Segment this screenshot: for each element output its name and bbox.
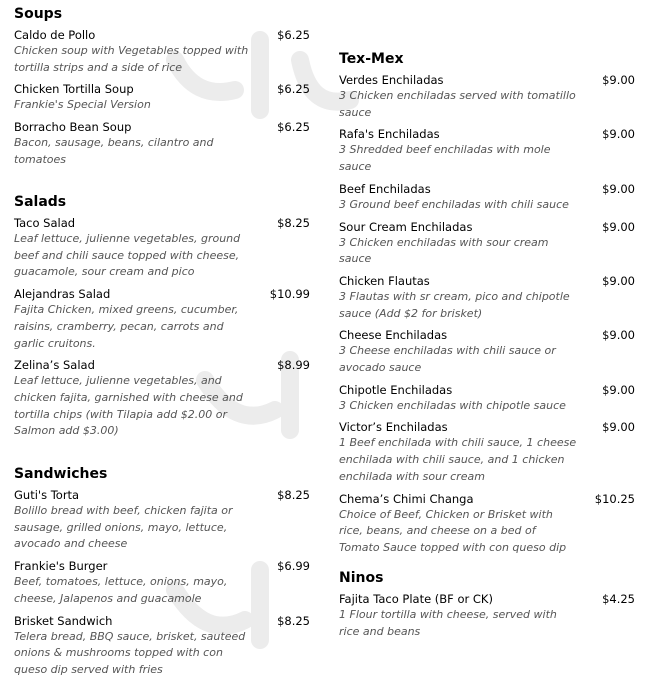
menu-item — [14, 558, 310, 607]
item-description: 3 Flautas with sr cream, pico and chipotle sauce (Add $2 for brisket) — [339, 289, 570, 320]
item-name: Chicken Flautas — [339, 273, 430, 288]
menu-item — [339, 72, 635, 121]
item-name: Taco Salad — [14, 216, 76, 230]
menu-item — [339, 181, 635, 214]
section-sandwiches — [14, 466, 310, 684]
menu-item — [339, 591, 635, 640]
menu-item — [14, 27, 310, 76]
item-description: Telera bread, BBQ sauce, brisket, sauteed onions & mushrooms topped with con queso dip served with fries — [14, 629, 246, 676]
item-price: $9.00 — [602, 181, 635, 196]
item-name: Cheese Enchiladas — [339, 328, 448, 343]
section-texmex — [339, 51, 635, 562]
menu-item — [339, 126, 635, 175]
item-price: $9.00 — [602, 127, 635, 142]
item-description: Bolillo bread with beef, chicken fajita or sausage, grilled onions, mayo, lettuce, avocado and cheese — [14, 504, 233, 551]
item-description: 3 Chicken enchiladas with sour cream sauce — [339, 235, 549, 266]
section-ninos — [339, 570, 635, 645]
item-price: $10.99 — [269, 287, 310, 302]
item-price: $10.25 — [594, 491, 635, 506]
item-name: Alejandras Salad — [14, 287, 111, 302]
item-description: Choice of Beef, Chicken or Brisket with rice, beans, and cheese on a bed of Tomato Sauce topped with con queso dip — [339, 507, 567, 554]
menu-item — [14, 81, 310, 114]
item-price: $9.00 — [602, 382, 635, 397]
item-price: $6.25 — [277, 82, 310, 97]
item-description: 3 Ground beef enchiladas with chili sauce — [339, 197, 569, 211]
item-name: Chema’s Chimi Changa — [339, 491, 474, 506]
item-name: Chicken Tortilla Soup — [14, 82, 134, 97]
menu-item — [339, 382, 635, 415]
item-name: Zelina’s Salad — [14, 358, 95, 373]
menu-item — [339, 219, 635, 268]
item-description: 3 Cheese enchiladas with chili sauce or avocado sauce — [339, 344, 556, 375]
menu-item — [14, 119, 310, 168]
item-price: $9.00 — [602, 73, 635, 87]
item-description: Chicken soup with Vegetables topped with tortilla strips and a side of rice — [14, 44, 249, 74]
item-price: $9.00 — [602, 273, 635, 288]
item-name: Beef Enchiladas — [339, 181, 431, 196]
section-title: Sandwiches — [14, 466, 108, 482]
menu-item — [14, 357, 310, 440]
item-price: $6.25 — [277, 120, 310, 135]
section-salads — [14, 194, 310, 445]
item-price: $9.00 — [602, 328, 635, 343]
item-price: $8.25 — [277, 613, 310, 628]
item-price: $8.25 — [277, 216, 310, 230]
item-price: $8.25 — [277, 488, 310, 502]
item-price: $4.25 — [602, 592, 635, 606]
item-description: 3 Shredded beef enchiladas with mole sauce — [339, 143, 551, 174]
section-title: Tex-Mex — [339, 51, 404, 67]
item-description: 3 Chicken enchiladas served with tomatillo sauce — [339, 89, 576, 119]
item-description: 1 Beef enchilada with chili sauce, 1 cheese enchilada with chili sauce, and 1 chicken enchilada with sour cream — [339, 436, 577, 483]
menu-item — [14, 487, 310, 553]
menu-item — [14, 286, 310, 352]
item-name: Sour Cream Enchiladas — [339, 219, 473, 234]
menu-item — [339, 491, 635, 557]
section-title: Salads — [14, 194, 67, 210]
item-description: Fajita Chicken, mixed greens, cucumber, raisins, cramberry, pecan, carrots and garlic cruitons. — [14, 303, 239, 350]
item-description: 1 Flour tortilla with cheese, served with rice and beans — [339, 608, 557, 638]
item-price: $6.25 — [277, 28, 310, 42]
section-title: Soups — [14, 6, 63, 22]
item-name: Chipotle Enchiladas — [339, 382, 453, 397]
item-price: $6.99 — [277, 559, 310, 574]
item-name: Verdes Enchiladas — [339, 73, 444, 87]
item-name: Caldo de Pollo — [14, 28, 96, 42]
item-name: Brisket Sandwich — [14, 613, 113, 628]
section-title: Ninos — [339, 570, 384, 586]
item-description: 3 Chicken enchiladas with chipotle sauce — [339, 398, 566, 412]
item-description: Leaf lettuce, julienne vegetables, ground beef and chili sauce topped with cheese, guacamole, sour cream and pico — [14, 232, 241, 279]
menu-item — [14, 613, 310, 679]
item-name: Frankie's Burger — [14, 559, 108, 574]
item-name: Guti's Torta — [14, 488, 80, 502]
item-price: $8.99 — [277, 358, 310, 373]
item-description: Leaf lettuce, julienne vegetables, and chicken fajita, garnished with cheese and tortilla chips (with Tilapia add $2.00 or Salmon add $3.00) — [14, 374, 243, 438]
menu-item — [339, 273, 635, 322]
item-name: Fajita Taco Plate (BF or CK) — [339, 592, 493, 606]
item-name: Borracho Bean Soup — [14, 120, 132, 135]
item-price: $9.00 — [602, 420, 635, 435]
menu-item — [339, 419, 635, 485]
menu-item — [14, 215, 310, 281]
section-soups — [14, 6, 310, 174]
item-description: Bacon, sausage, beans, cilantro and tomatoes — [14, 136, 214, 166]
item-name: Victor’s Enchiladas — [339, 420, 448, 435]
menu-item — [339, 327, 635, 376]
item-name: Rafa's Enchiladas — [339, 127, 440, 142]
item-description: Beef, tomatoes, lettuce, onions, mayo, cheese, Jalapenos and guacamole — [14, 575, 228, 605]
item-price: $9.00 — [602, 219, 635, 234]
item-description: Frankie's Special Version — [14, 98, 151, 112]
